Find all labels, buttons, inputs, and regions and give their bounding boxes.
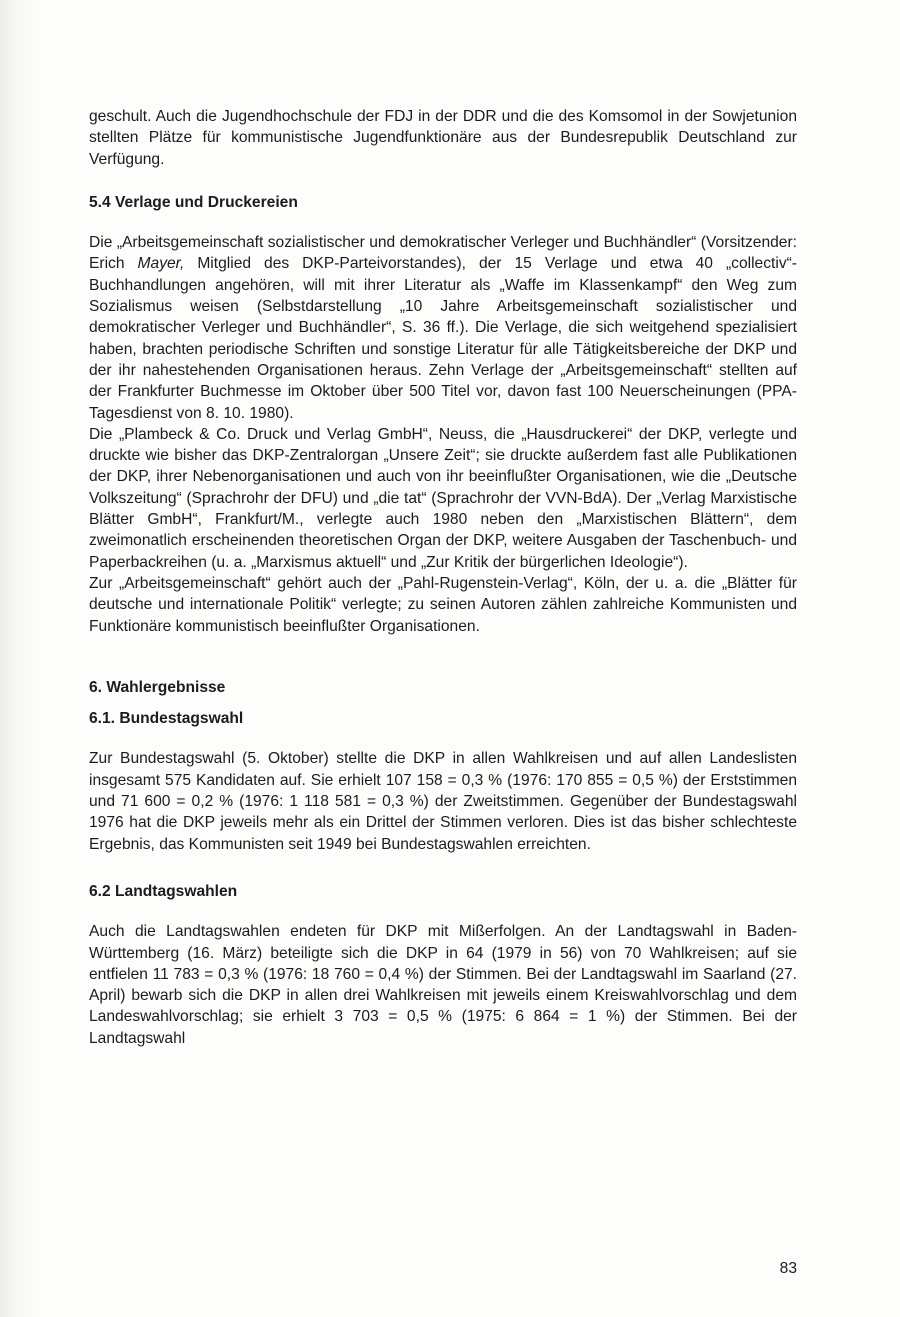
paragraph-pahl-rugenstein: Zur „Arbeitsgemeinschaft“ gehört auch der „Pahl-Rugenstein-Verlag“, Köln, der u. a. die „Blätter für deutsche und internationale Politik“ verlegte; zu seinen Autoren zählen zahlreiche Kommunisten und Funktionäre kommunistisch beeinflußter Organisationen. xyxy=(89,574,797,635)
page-content xyxy=(89,106,797,1049)
paragraph-plambeck: Die „Plambeck & Co. Druck und Verlag GmbH“, Neuss, die „Hausdruckerei“ der DKP, verlegte und druckte wie bisher das DKP-Zentralorgan „Unsere Zeit“; sie druckte außerdem fast alle Publikationen der DKP, ihrer Nebenorganisationen und auch von ihr beeinflußter Organisationen, wie die „Deutsche Volkszeitung“ (Sprachrohr der DFU) und „die tat“ (Sprachrohr der VVN-BdA). Der „Verlag Marxistische Blätter GmbH“, Frankfurt/M., verlegte auch 1980 neben den „Marxistischen Blättern“, dem zweimonatlich erscheinenden theoretischen Organ der DKP, weitere Ausgaben der Taschenbuch- und Paperbackreihen (u. a. „Marxismus aktuell“ und „Zur Kritik der bürgerlichen Ideologie“). xyxy=(89,425,797,571)
paragraph-text: Die „Arbeitsgemeinschaft sozialistischer und demokratischer Verleger und Buchhändler“ (Vorsitzender: Erich xyxy=(89,234,797,273)
paragraph-bundestagswahl: Zur Bundestagswahl (5. Oktober) stellte die DKP in allen Wahlkreisen und auf allen Landeslisten insgesamt 575 Kandidaten auf. Sie erhielt 107 158 = 0,3 % (1976: 170 855 = 0,5 %) der Erststimmen und 71 600 = 0,2 % (1976: 1 118 581 = 0,3 %) der Zweitstimmen. Gegenüber der Bundestagswahl 1976 hat die DKP jeweils mehr als ein Drittel der Stimmen verloren. Dies ist das bisher schlechteste Ergebnis, das Kommunisten seit 1949 bei Bundestagswahlen erreichten. xyxy=(89,750,797,853)
paragraph-landtagswahlen: Auch die Landtagswahlen endeten für DKP mit Mißerfolgen. An der Landtagswahl in Baden-Württemberg (16. März) beteiligte sich die DKP in 64 (1979 in 56) von 70 Wahlkreisen; auf sie entfielen 11 783 = 0,3 % (1976: 18 760 = 0,4 %) der Stimmen. Bei der Landtagswahl im Saarland (27. April) bewarb sich die DKP in allen drei Wahlkreisen mit jeweils einem Kreiswahlvorschlag und dem Landeswahlvorschlag; sie erhielt 3 703 = 0,5 % (1975: 6 864 = 1 %) der Stimmen. Bei der Landtagswahl xyxy=(89,923,797,1047)
page-number: 83 xyxy=(779,1260,797,1277)
paragraph-text: Mitglied des DKP-Parteivorstandes), der 15 Verlage und etwa 40 „collectiv“-Buchhandlungen angehören, will mit ihrer Literatur als „Waffe im Klassenkampf“ den Weg zum Sozialismus weisen (Selbstdarstellung „10 Jahre Arbeitsgemeinschaft sozialistischer und demokratischer Verleger und Buchhändler“, S. 36 ff.). Die Verlage, die sich weitgehend spezialisiert haben, brachten periodische Schriften und sonstige Literatur für alle Tätigkeitsbereiche der DKP und der ihr nahestehenden Organisationen heraus. Zehn Verlage der „Arbeitsgemeinschaft“ stellten auf der Frankfurter Buchmesse im Oktober über 500 Titel vor, davon fast 100 Neuerscheinungen (PPA-Tagesdienst von 8. 10. 1980). xyxy=(89,255,797,422)
paragraph-arbeitsgemeinschaft xyxy=(89,232,797,424)
heading-6: 6. Wahlergebnisse xyxy=(89,678,226,696)
paragraph-intro: geschult. Auch die Jugendhochschule der FDJ in der DDR und die des Komsomol in der Sowjetunion stellten Plätze für kommunistische Jugendfunktionäre aus der Bundesrepublik Deutschland zur Verfügung. xyxy=(89,108,797,168)
person-name: Mayer, xyxy=(137,255,185,273)
heading-6-1: 6.1. Bundestagswahl xyxy=(89,710,244,728)
heading-6-2: 6.2 Landtagswahlen xyxy=(89,882,238,900)
heading-5-4: 5.4 Verlage und Druckereien xyxy=(89,193,298,211)
